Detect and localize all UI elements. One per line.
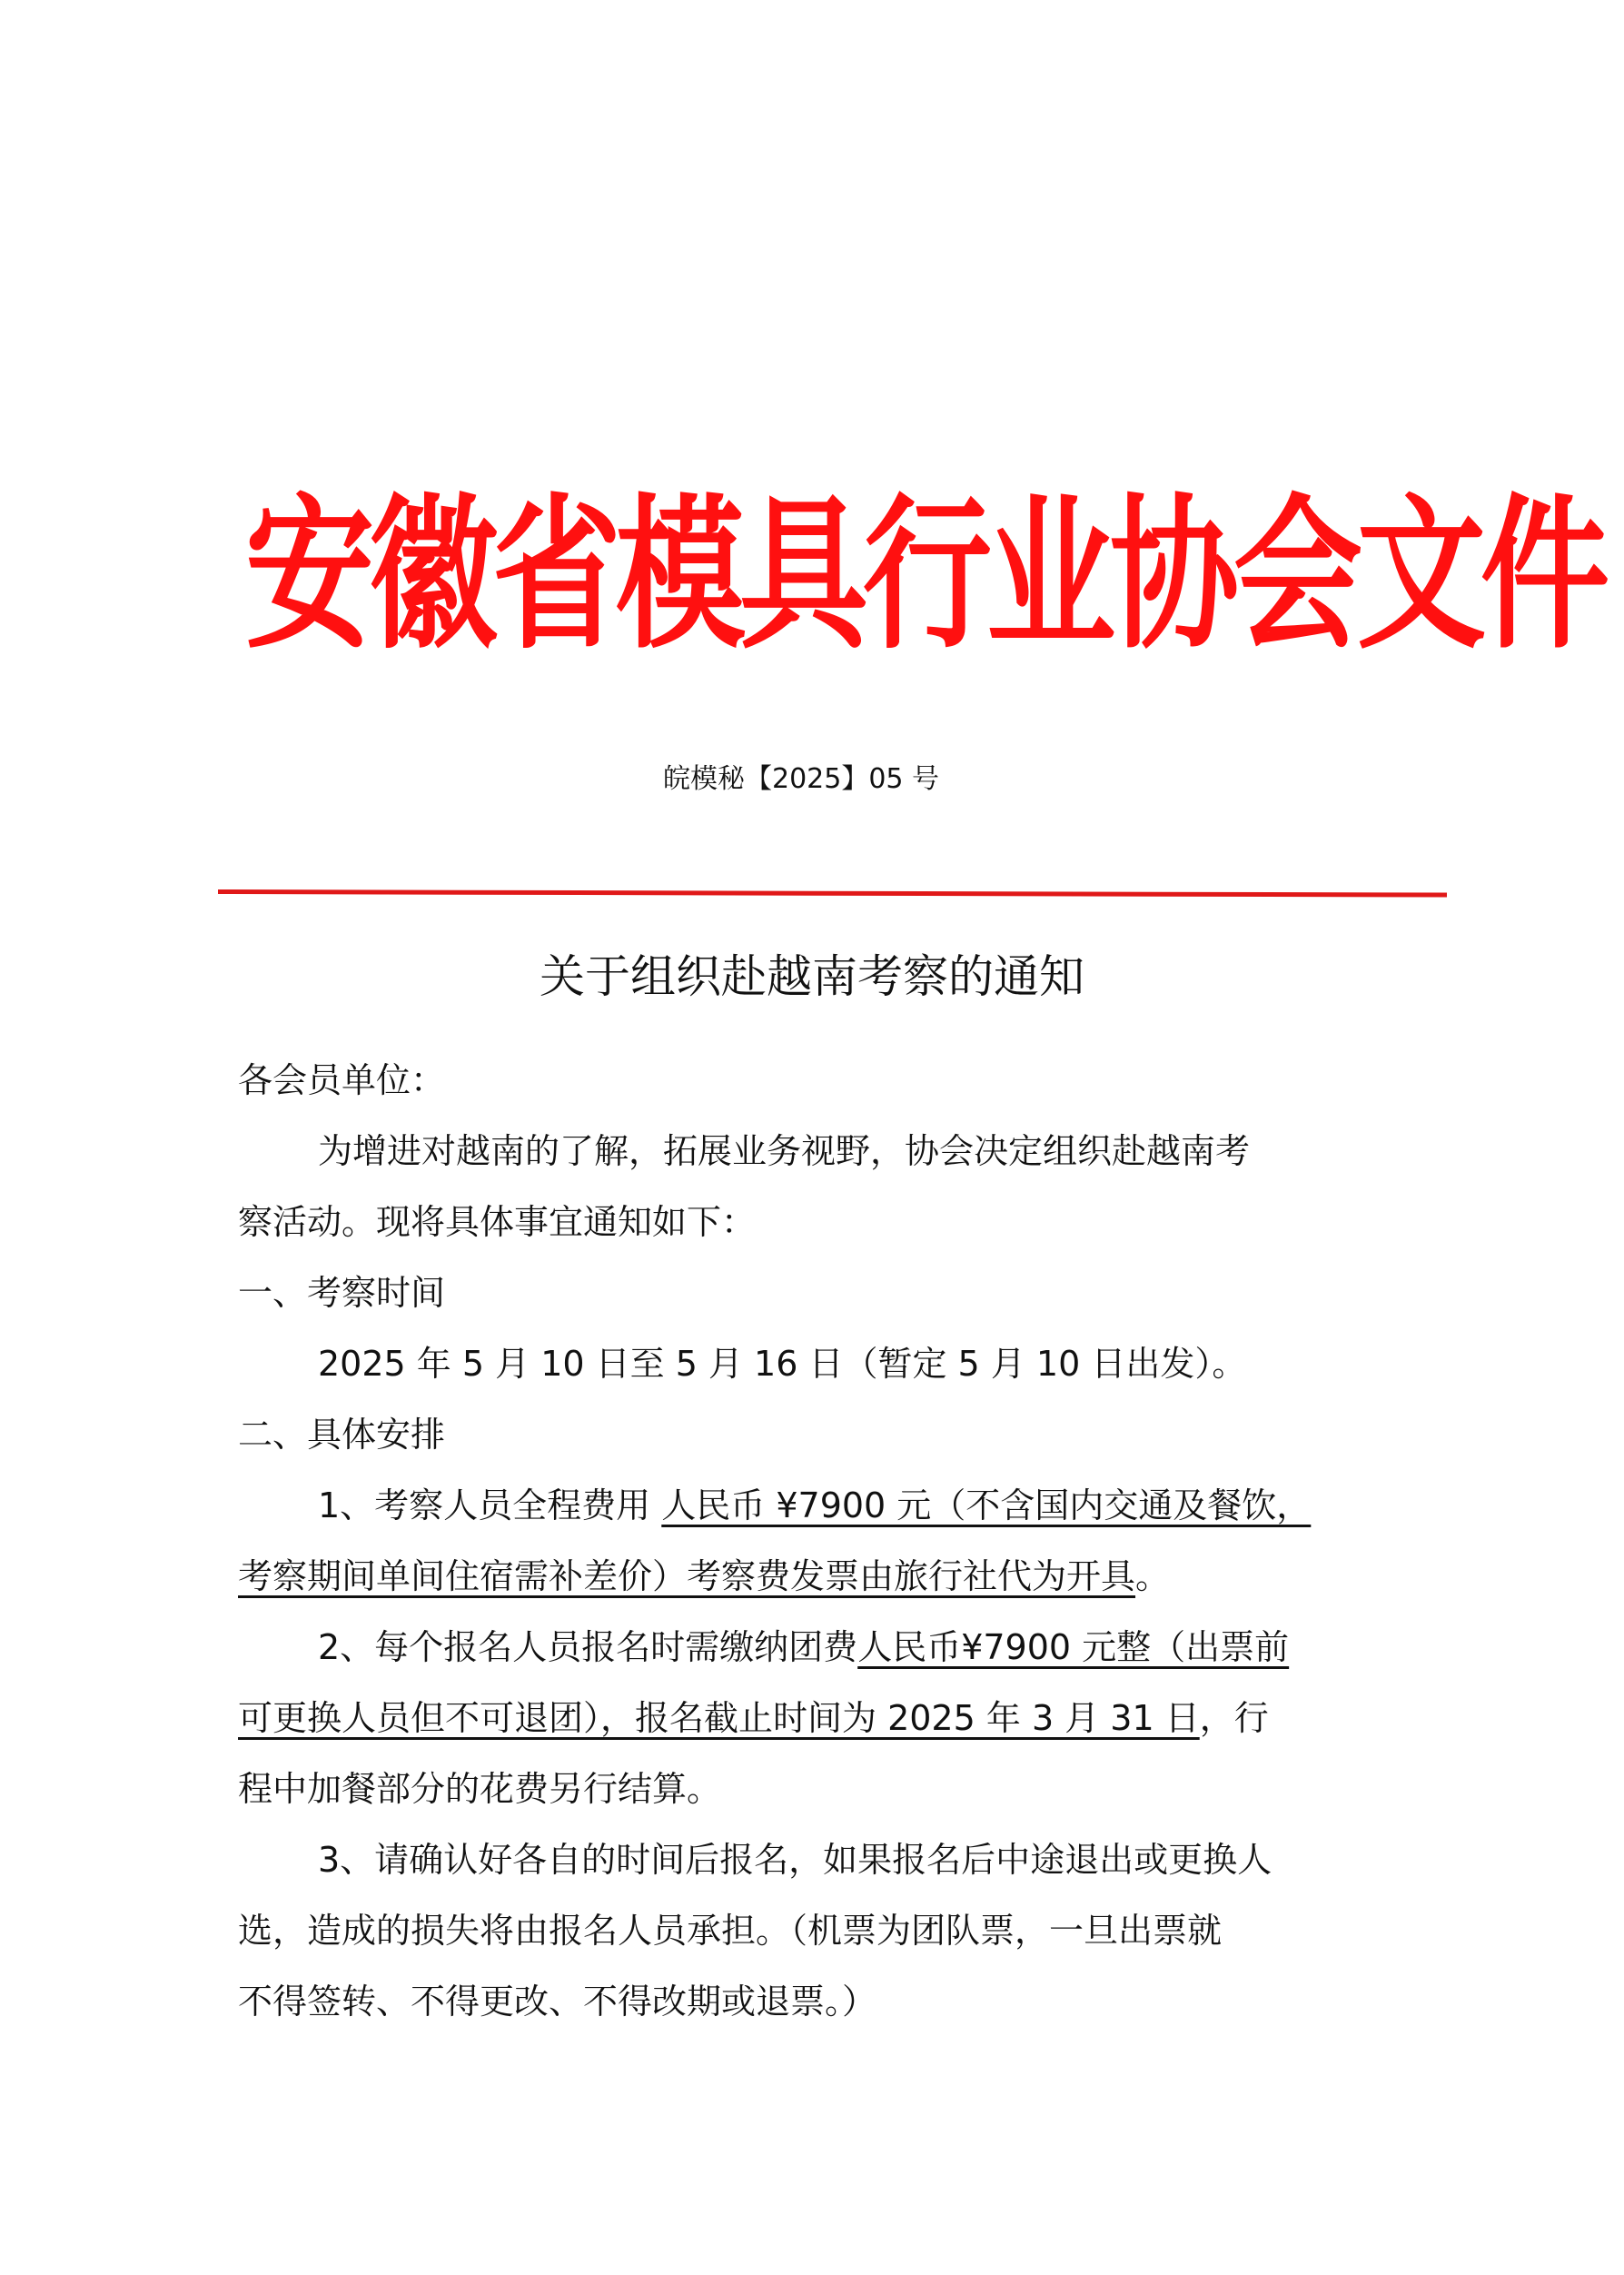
item-1-suffix: 。 — [1135, 1556, 1171, 1596]
item-1-underlined-a: 人民币 ¥7900 元（不含国内交通及餐饮， — [661, 1485, 1312, 1525]
item-2-line-2 — [238, 1683, 1269, 1753]
intro-line-2: 察活动。现将具体事宜通知如下： — [238, 1202, 757, 1242]
masthead-title: 安徽省模具行业协会文件 — [245, 478, 1604, 672]
notice-body — [238, 1045, 1419, 2044]
item-2-prefix: 2、每个报名人员报名时需缴纳团费 — [318, 1627, 858, 1667]
item-2-line-1 — [318, 1612, 1289, 1683]
notice-title: 关于组织赴越南考察的通知 — [540, 950, 1084, 1003]
section-1-text: 2025 年 5 月 10 日至 5 月 16 日（暂定 5 月 10 日出发）。 — [318, 1344, 1247, 1384]
intro-line-1: 为增进对越南的了解，拓展业务视野，协会决定组织赴越南考 — [318, 1131, 1251, 1171]
document-number: 皖模秘【2025】05 号 — [663, 763, 940, 795]
item-1-line-2 — [238, 1541, 1170, 1612]
item-1-underlined-b: 考察期间单间住宿需补差价）考察费发票由旅行社代为开具 — [238, 1556, 1136, 1596]
section-2-heading: 二、具体安排 — [238, 1415, 446, 1455]
section-1-heading: 一、考察时间 — [238, 1273, 446, 1313]
item-3-line-1: 3、请确认好各自的时间后报名，如果报名后中途退出或更换人 — [318, 1840, 1272, 1880]
item-3-line-3: 不得签转、不得更改、不得改期或退票。） — [238, 1982, 877, 2022]
item-2-line-3: 程中加餐部分的花费另行结算。 — [238, 1769, 722, 1809]
red-divider-rule — [218, 889, 1447, 898]
item-1-prefix: 1、考察人员全程费用 — [318, 1485, 662, 1525]
item-2-underlined-a: 人民币¥7900 元整（出票前 — [857, 1627, 1290, 1667]
item-1-line-1 — [318, 1470, 1311, 1541]
item-3-line-2: 选，造成的损失将由报名人员承担。（机票为团队票，一旦出票就 — [238, 1911, 1223, 1951]
item-2-underlined-b: 可更换人员但不可退团），报名截止时间为 2025 年 3 月 31 日 — [238, 1698, 1200, 1738]
salutation: 各会员单位： — [238, 1060, 446, 1100]
item-2-suffix: ，行 — [1199, 1698, 1269, 1738]
